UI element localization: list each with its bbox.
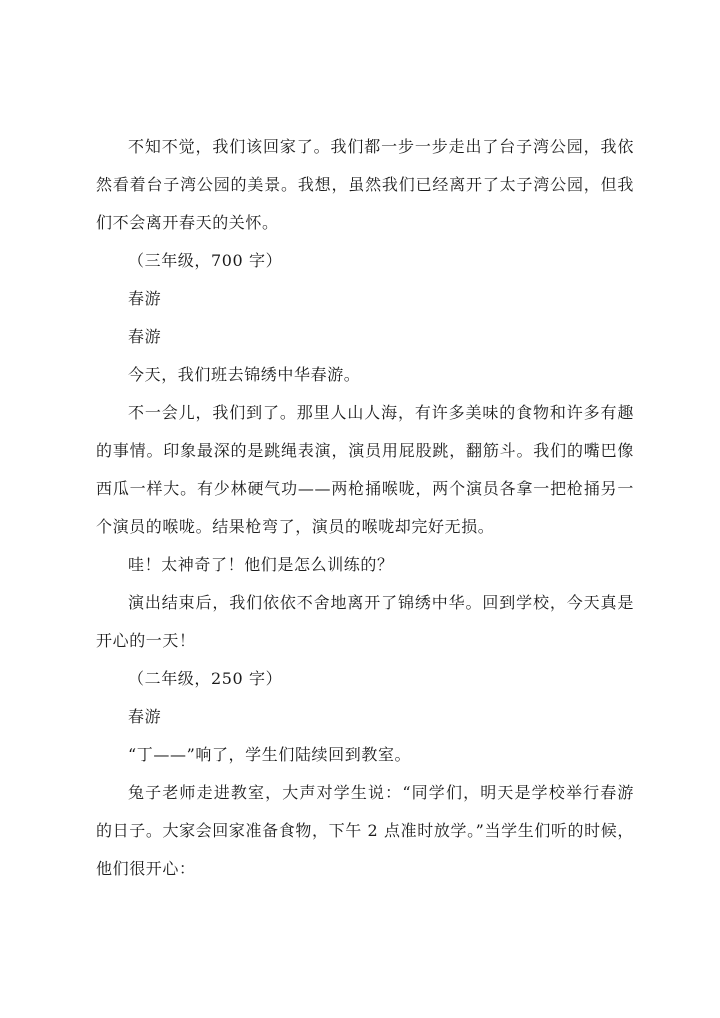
essay-title: 春游 xyxy=(128,289,162,308)
paragraph-going-home: 不知不觉，我们该回家了。我们都一步一步走出了台子湾公园，我依然看着台子湾公园的美景。我想，虽然我们已经离开了太子湾公园，但我们不会离开春天的关怀。 xyxy=(96,137,634,232)
paragraph-amazing: 哇！太神奇了！他们是怎么训练的？ xyxy=(128,555,394,574)
grade-note-second: （二年级，250 字） xyxy=(128,669,283,688)
essay-title: 春游 xyxy=(128,327,162,346)
paragraph-bell: “丁——”响了，学生们陆续回到教室。 xyxy=(128,745,412,764)
document-body xyxy=(96,128,634,888)
paragraph-trip-intro: 今天，我们班去锦绣中华春游。 xyxy=(128,365,361,384)
grade-note-third: （三年级，700 字） xyxy=(128,251,283,270)
paragraph-teacher: 兔子老师走进教室，大声对学生说：“同学们，明天是学校举行春游的日子。大家会回家准备食物，下午 2 点准时放学。”当学生们听的时候，他们很开心： xyxy=(96,783,634,878)
paragraph-leaving: 演出结束后，我们依依不舍地离开了锦绣中华。回到学校，今天真是开心的一天！ xyxy=(96,593,634,650)
paragraph-performance: 不一会儿，我们到了。那里人山人海，有许多美味的食物和许多有趣的事情。印象最深的是跳绳表演，演员用屁股跳，翻筋斗。我们的嘴巴像西瓜一样大。有少林硬气功——两枪捅喉咙，两个演员各拿一把枪捅另一个演员的喉咙。结果枪弯了，演员的喉咙却完好无损。 xyxy=(96,403,634,536)
essay-title: 春游 xyxy=(128,707,162,726)
